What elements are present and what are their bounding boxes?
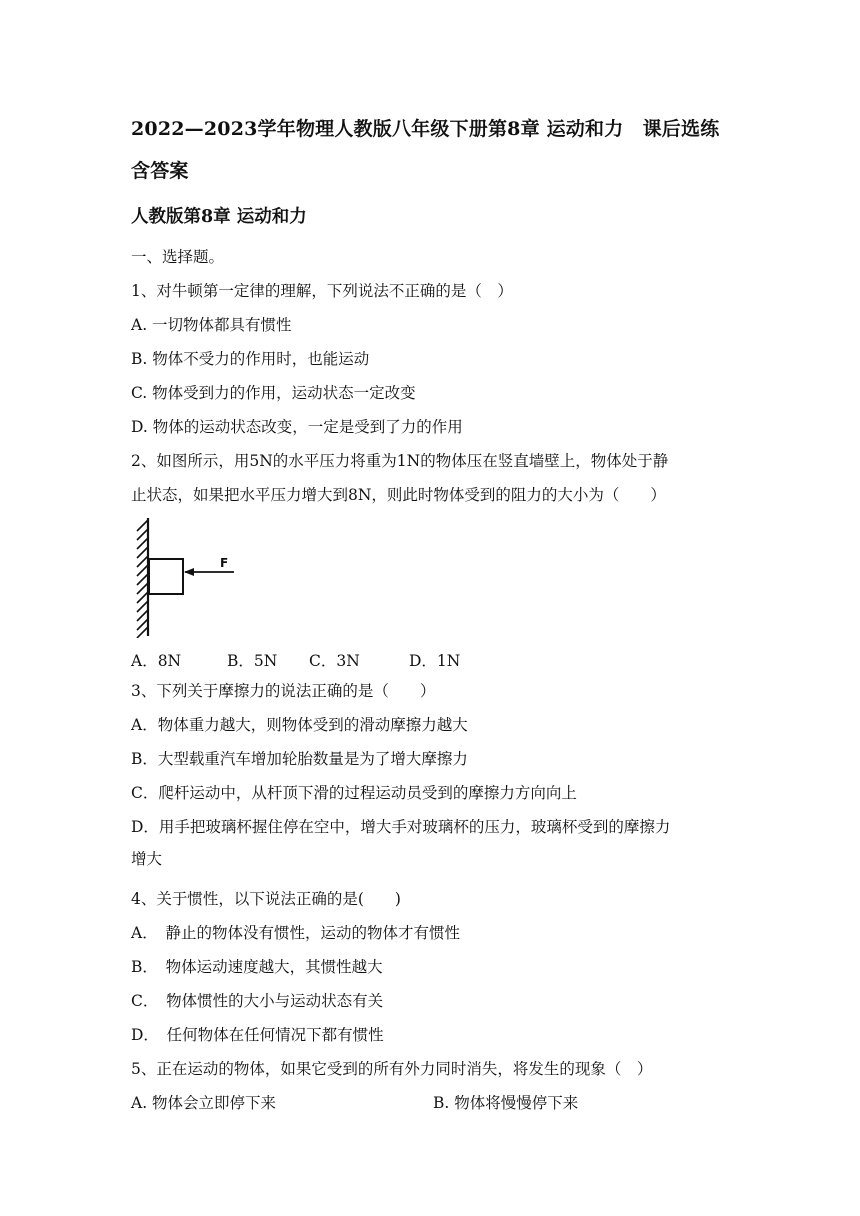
question-5-options-row1: [131, 1092, 578, 1114]
question-1-option-c: C. 物体受到力的作用，运动状态一定改变: [131, 384, 416, 402]
question-3-option-b: B．大型载重汽车增加轮胎数量是为了增大摩擦力: [131, 750, 468, 768]
question-3-option-a: A．物体重力越大，则物体受到的滑动摩擦力越大: [131, 716, 468, 734]
wall-block-force-diagram: [128, 516, 248, 638]
block: [149, 559, 183, 594]
question-3-option-d: D．用手把玻璃杯握住停在空中，增大手对玻璃杯的压力，玻璃杯受到的摩擦力: [131, 818, 671, 836]
question-4-stem: 4、关于惯性，以下说法正确的是( ): [131, 890, 401, 908]
question-3-option-d-continued: 增大: [131, 850, 163, 868]
question-5-stem: 5、正在运动的物体，如果它受到的所有外力同时消失，将发生的现象（ ）: [131, 1060, 653, 1078]
question-5-option-a: A. 物体会立即停下来: [131, 1094, 277, 1112]
question-2-option-d: D．1N: [409, 652, 461, 670]
chapter-subtitle: 人教版第8章 运动和力: [131, 207, 307, 227]
question-5-option-b: B. 物体将慢慢停下来: [433, 1094, 579, 1112]
question-2-stem-line1: 2、如图所示，用5N的水平压力将重为1N的物体压在竖直墙壁上，物体处于静: [131, 452, 669, 470]
document-title-line2: 含答案: [131, 160, 189, 182]
question-1-option-a: A. 一切物体都具有惯性: [131, 316, 292, 334]
question-2-option-a: A．8N: [131, 652, 182, 670]
question-3-stem: 3、下列关于摩擦力的说法正确的是（ ）: [131, 682, 436, 700]
question-1-option-d: D. 物体的运动状态改变，一定是受到了力的作用: [131, 418, 463, 436]
question-2-stem-line2: 止状态，如果把水平压力增大到8N，则此时物体受到的阻力的大小为（ ）: [131, 486, 666, 504]
section-heading: 一、选择题。: [131, 248, 225, 266]
force-diagram-svg: [128, 516, 248, 638]
question-2-option-c: C．3N: [309, 652, 360, 670]
question-2-option-b: B．5N: [227, 652, 278, 670]
question-2-options: [131, 650, 460, 672]
question-4-option-d: D． 任何物体在任何情况下都有惯性: [131, 1026, 384, 1044]
document-title-line1: 2022—2023学年物理人教版八年级下册第8章 运动和力 课后选练: [131, 118, 720, 140]
wall-hatching: [137, 520, 148, 638]
question-3-option-c: C．爬杆运动中，从杆顶下滑的过程运动员受到的摩擦力方向向上: [131, 784, 577, 802]
question-4-option-a: A． 静止的物体没有惯性，运动的物体才有惯性: [131, 924, 460, 942]
force-label: F: [220, 556, 229, 570]
question-4-option-c: C． 物体惯性的大小与运动状态有关: [131, 992, 384, 1010]
question-1-option-b: B. 物体不受力的作用时，也能运动: [131, 350, 370, 368]
force-arrow-head: [184, 568, 194, 576]
question-4-option-b: B． 物体运动速度越大，其惯性越大: [131, 958, 383, 976]
question-1-stem: 1、对牛顿第一定律的理解，下列说法不正确的是（ ）: [131, 282, 513, 300]
